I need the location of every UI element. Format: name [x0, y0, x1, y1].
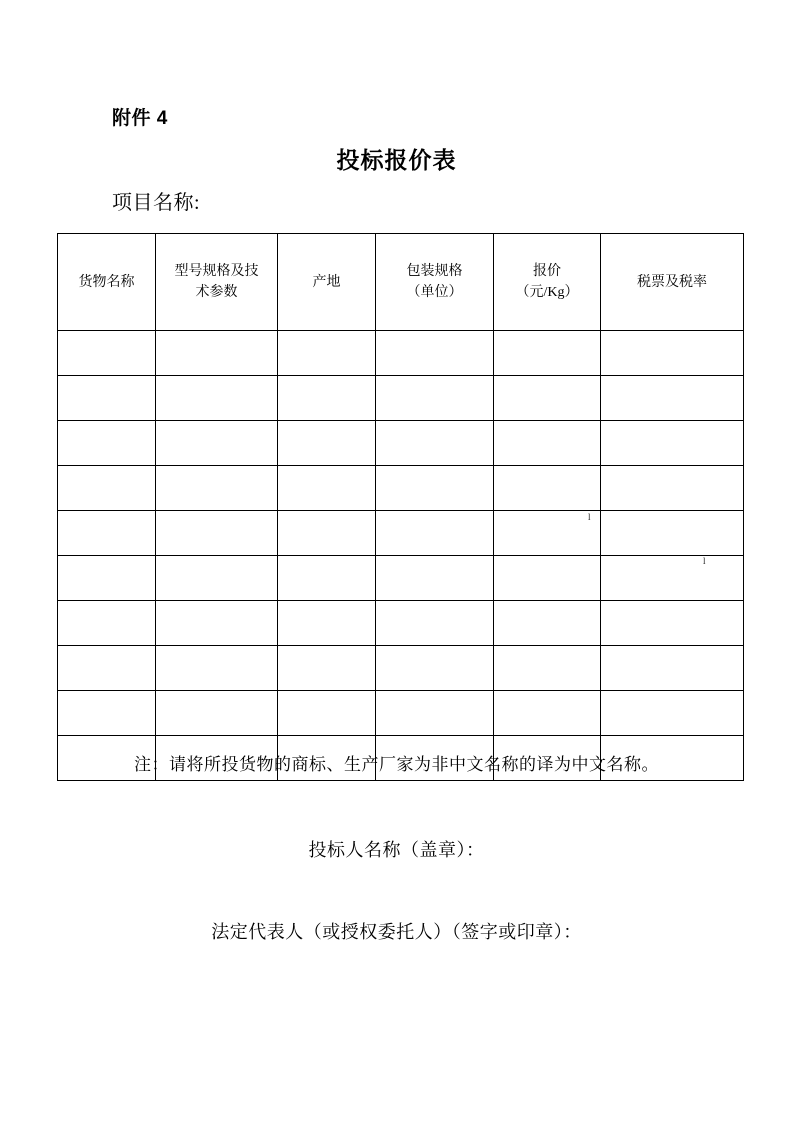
table-cell[interactable] [156, 601, 278, 646]
table-cell[interactable] [58, 691, 156, 736]
table-cell[interactable] [494, 331, 601, 376]
table-cell[interactable] [376, 376, 494, 421]
table-cell[interactable] [494, 421, 601, 466]
table-note: 注：请将所投货物的商标、生产厂家为非中文名称的译为中文名称。 [134, 755, 659, 774]
table-body [58, 331, 744, 781]
table-cell[interactable] [278, 511, 376, 556]
table-cell[interactable] [601, 376, 744, 421]
table-cell[interactable] [376, 556, 494, 601]
table-cell[interactable] [58, 511, 156, 556]
table-cell[interactable] [601, 331, 744, 376]
table-row [58, 466, 744, 511]
table-cell[interactable] [494, 601, 601, 646]
table-row [58, 511, 744, 556]
table-cell[interactable] [601, 466, 744, 511]
table-cell[interactable] [278, 691, 376, 736]
table-cell[interactable] [494, 511, 601, 556]
table-cell[interactable] [494, 556, 601, 601]
table-cell[interactable] [58, 466, 156, 511]
header-cell-model-spec [156, 234, 278, 331]
table-row [58, 331, 744, 376]
table-header [58, 234, 744, 331]
table-cell[interactable] [601, 601, 744, 646]
quote-table [57, 233, 744, 781]
header-cell-line-1: 包装规格 [406, 264, 463, 279]
table-cell[interactable] [278, 646, 376, 691]
header-cell-origin [278, 234, 376, 331]
header-cell-line-1: 产地 [312, 274, 341, 290]
table-cell[interactable] [156, 331, 278, 376]
table-cell[interactable] [278, 556, 376, 601]
table-cell[interactable] [494, 466, 601, 511]
table-cell[interactable] [376, 331, 494, 376]
table-cell[interactable] [601, 511, 744, 556]
header-cell-goods-name [58, 234, 156, 331]
table-cell[interactable] [278, 421, 376, 466]
table-cell[interactable] [58, 646, 156, 691]
header-cell-line-1: 报价 [533, 264, 561, 279]
table-cell[interactable] [601, 421, 744, 466]
table-cell[interactable] [376, 646, 494, 691]
header-cell-price [494, 234, 601, 331]
table-cell[interactable] [278, 376, 376, 421]
header-cell-line-2: （元/Kg） [515, 285, 579, 300]
signature-legal-representative-label: 法定代表人（或授权委托人）（签字或印章）： [211, 922, 582, 942]
table-row [58, 691, 744, 736]
table-cell[interactable] [58, 376, 156, 421]
table-cell[interactable] [376, 421, 494, 466]
signature-bidder-label: 投标人名称（盖章）： [308, 840, 485, 860]
table-header-row [58, 234, 744, 331]
table-cell[interactable] [278, 331, 376, 376]
header-cell-line-1: 税票及税率 [637, 274, 707, 290]
table-cell[interactable] [156, 556, 278, 601]
table-cell[interactable] [376, 466, 494, 511]
table-cell[interactable] [58, 601, 156, 646]
header-cell-package-spec [376, 234, 494, 331]
stray-mark-upper: l [588, 512, 591, 522]
table-row [58, 376, 744, 421]
table-row [58, 556, 744, 601]
header-cell-line-1: 货物名称 [78, 274, 135, 290]
table-cell[interactable] [156, 421, 278, 466]
table-cell[interactable] [376, 691, 494, 736]
table-cell[interactable] [58, 556, 156, 601]
table-cell[interactable] [156, 466, 278, 511]
table-cell[interactable] [278, 466, 376, 511]
table-cell[interactable] [58, 421, 156, 466]
header-cell-line-1: 型号规格及技 [174, 264, 259, 279]
table-row [58, 421, 744, 466]
stray-mark-lower: l [703, 556, 706, 566]
table-cell[interactable] [601, 646, 744, 691]
header-cell-tax [601, 234, 744, 331]
table-cell[interactable] [156, 691, 278, 736]
table-cell[interactable] [376, 511, 494, 556]
table-cell[interactable] [156, 646, 278, 691]
table-cell[interactable] [156, 376, 278, 421]
attachment-label: 附件 4 [112, 108, 168, 129]
table-cell[interactable] [58, 331, 156, 376]
table-cell[interactable] [376, 601, 494, 646]
table-cell[interactable] [601, 691, 744, 736]
page-title: 投标报价表 [336, 147, 457, 173]
table-cell[interactable] [494, 376, 601, 421]
table-cell[interactable] [278, 601, 376, 646]
table-cell[interactable] [601, 556, 744, 601]
table-row [58, 646, 744, 691]
table-cell[interactable] [156, 511, 278, 556]
header-cell-line-2: 术参数 [195, 285, 238, 300]
project-name-label: 项目名称: [112, 192, 201, 214]
table-cell[interactable] [494, 691, 601, 736]
header-cell-line-2: （单位） [406, 285, 463, 300]
table-cell[interactable] [494, 646, 601, 691]
table-row [58, 601, 744, 646]
